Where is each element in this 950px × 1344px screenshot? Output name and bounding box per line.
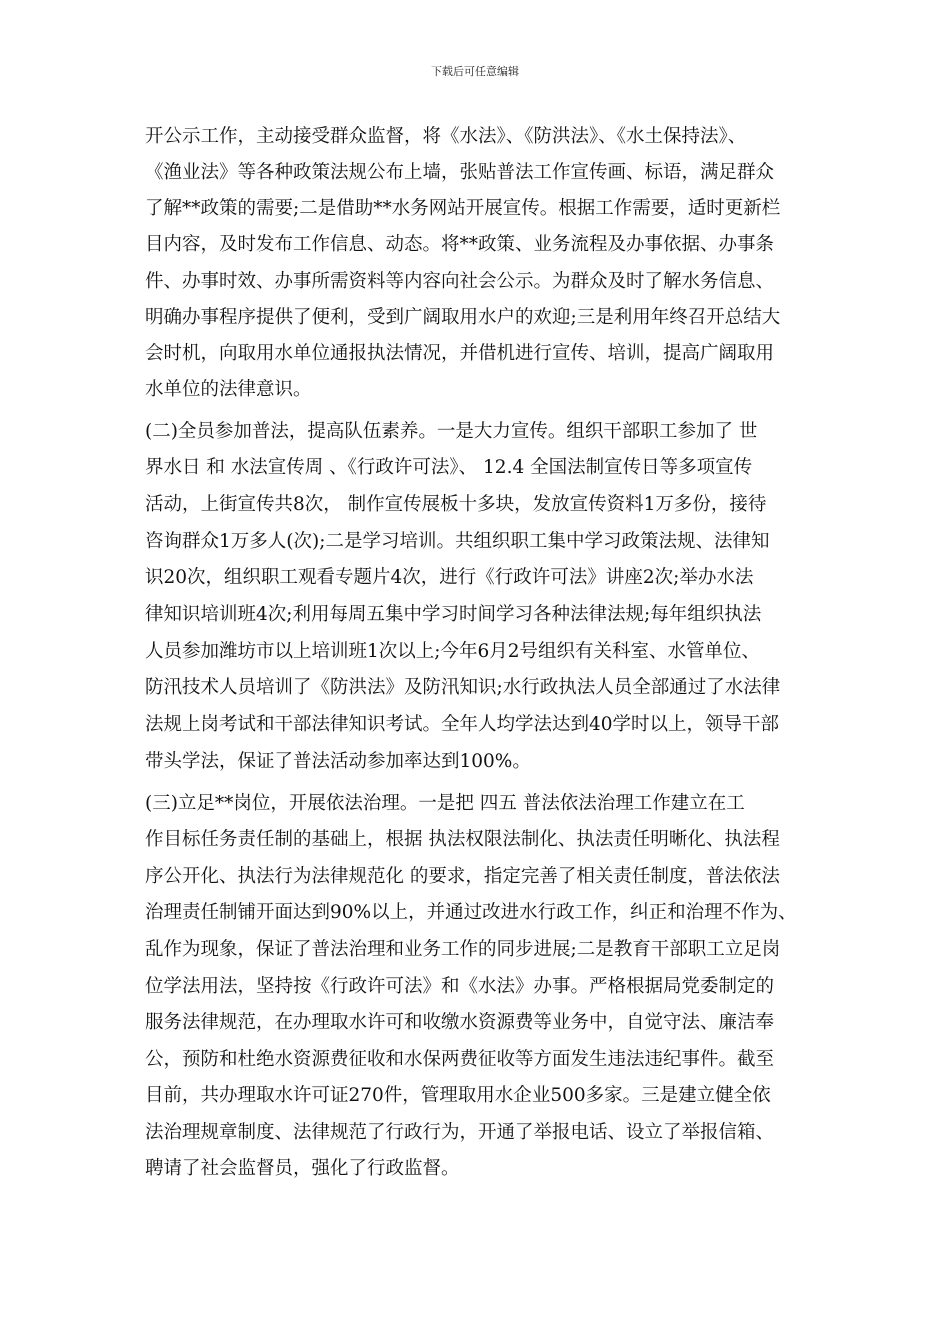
body-line: 识20次，组织职工观看专题片4次，进行《行政许可法》讲座2次;举办水法: [145, 567, 754, 588]
body-line: 治理责任制铺开面达到90%以上，并通过改进水行政工作，纠正和治理不作为、: [145, 902, 797, 923]
body-line: 目前，共办理取水许可证270件，管理取用水企业500多家。三是建立健全依: [145, 1085, 771, 1106]
body-line: 公，预防和杜绝水资源费征收和水保两费征收等方面发生违法违纪事件。截至: [145, 1049, 775, 1070]
body-line: 明确办事程序提供了便利，受到广阔取用水户的欢迎;三是利用年终召开总结大: [145, 307, 781, 328]
body-line: 了解**政策的需要;二是借助**水务网站开展宣传。根据工作需要，适时更新栏: [145, 198, 781, 219]
body-line: 位学法用法，坚持按《行政许可法》和《水法》办事。严格根据局党委制定的: [145, 976, 775, 997]
body-line: 作目标任务责任制的基础上，根据 执法权限法制化、执法责任明晰化、执法程: [145, 829, 780, 850]
body-line: 法规上岗考试和干部法律知识考试。全年人均学法达到40学时以上，领导干部: [145, 714, 780, 735]
body-line: (二)全员参加普法，提高队伍素养。一是大力宣传。组织干部职工参加了 世: [145, 421, 758, 442]
body-line: 界水日 和 水法宣传周 、《行政许可法》、 12.4 全国法制宣传日等多项宣传: [145, 457, 753, 478]
body-line: 开公示工作，主动接受群众监督，将《水法》、《防洪法》、《水土保持法》、: [145, 126, 747, 147]
body-line: (三)立足**岗位，开展依法治理。一是把 四五 普法依法治理工作建立在工: [145, 793, 745, 814]
body-line: 件、办事时效、办事所需资料等内容向社会公示。为群众及时了解水务信息、: [145, 271, 775, 292]
body-line: 法治理规章制度、法律规范了行政行为，开通了举报电话、设立了举报信箱、: [145, 1122, 775, 1143]
body-line: 会时机，向取用水单位通报执法情况，并借机进行宣传、培训，提高广阔取用: [145, 343, 775, 364]
body-line: 目内容，及时发布工作信息、动态。将**政策、业务流程及办事依据、办事条: [145, 234, 775, 255]
body-line: 活动，上街宣传共8次， 制作宣传展板十多块，发放宣传资料1万多份，接待: [145, 494, 767, 515]
body-line: 律知识培训班4次;利用每周五集中学习时间学习各种法律法规;每年组织执法: [145, 604, 762, 625]
body-line: 乱作为现象，保证了普法治理和业务工作的同步进展;二是教育干部职工立足岗: [145, 939, 781, 960]
body-line: 带头学法，保证了普法活动参加率达到100%。: [145, 751, 531, 772]
body-line: 《渔业法》等各种政策法规公布上墙，张贴普法工作宣传画、标语，满足群众: [145, 162, 775, 183]
body-line: 咨询群众1万多人(次);二是学习培训。共组织职工集中学习政策法规、法律知: [145, 531, 770, 552]
page-header: 下载后可任意编辑: [431, 65, 519, 78]
body-line: 服务法律规范，在办理取水许可和收缴水资源费等业务中，自觉守法、廉洁奉: [145, 1012, 775, 1033]
body-line: 聘请了社会监督员，强化了行政监督。: [145, 1158, 460, 1179]
body-line: 水单位的法律意识。: [145, 379, 312, 400]
body-line: 序公开化、执法行为法律规范化 的要求，指定完善了相关责任制度，普法依法: [145, 866, 780, 887]
body-line: 人员参加潍坊市以上培训班1次以上;今年6月2号组织有关科室、水管单位、: [145, 641, 761, 662]
body-line: 防汛技术人员培训了《防洪法》及防汛知识;水行政执法人员全部通过了水法律: [145, 677, 781, 698]
